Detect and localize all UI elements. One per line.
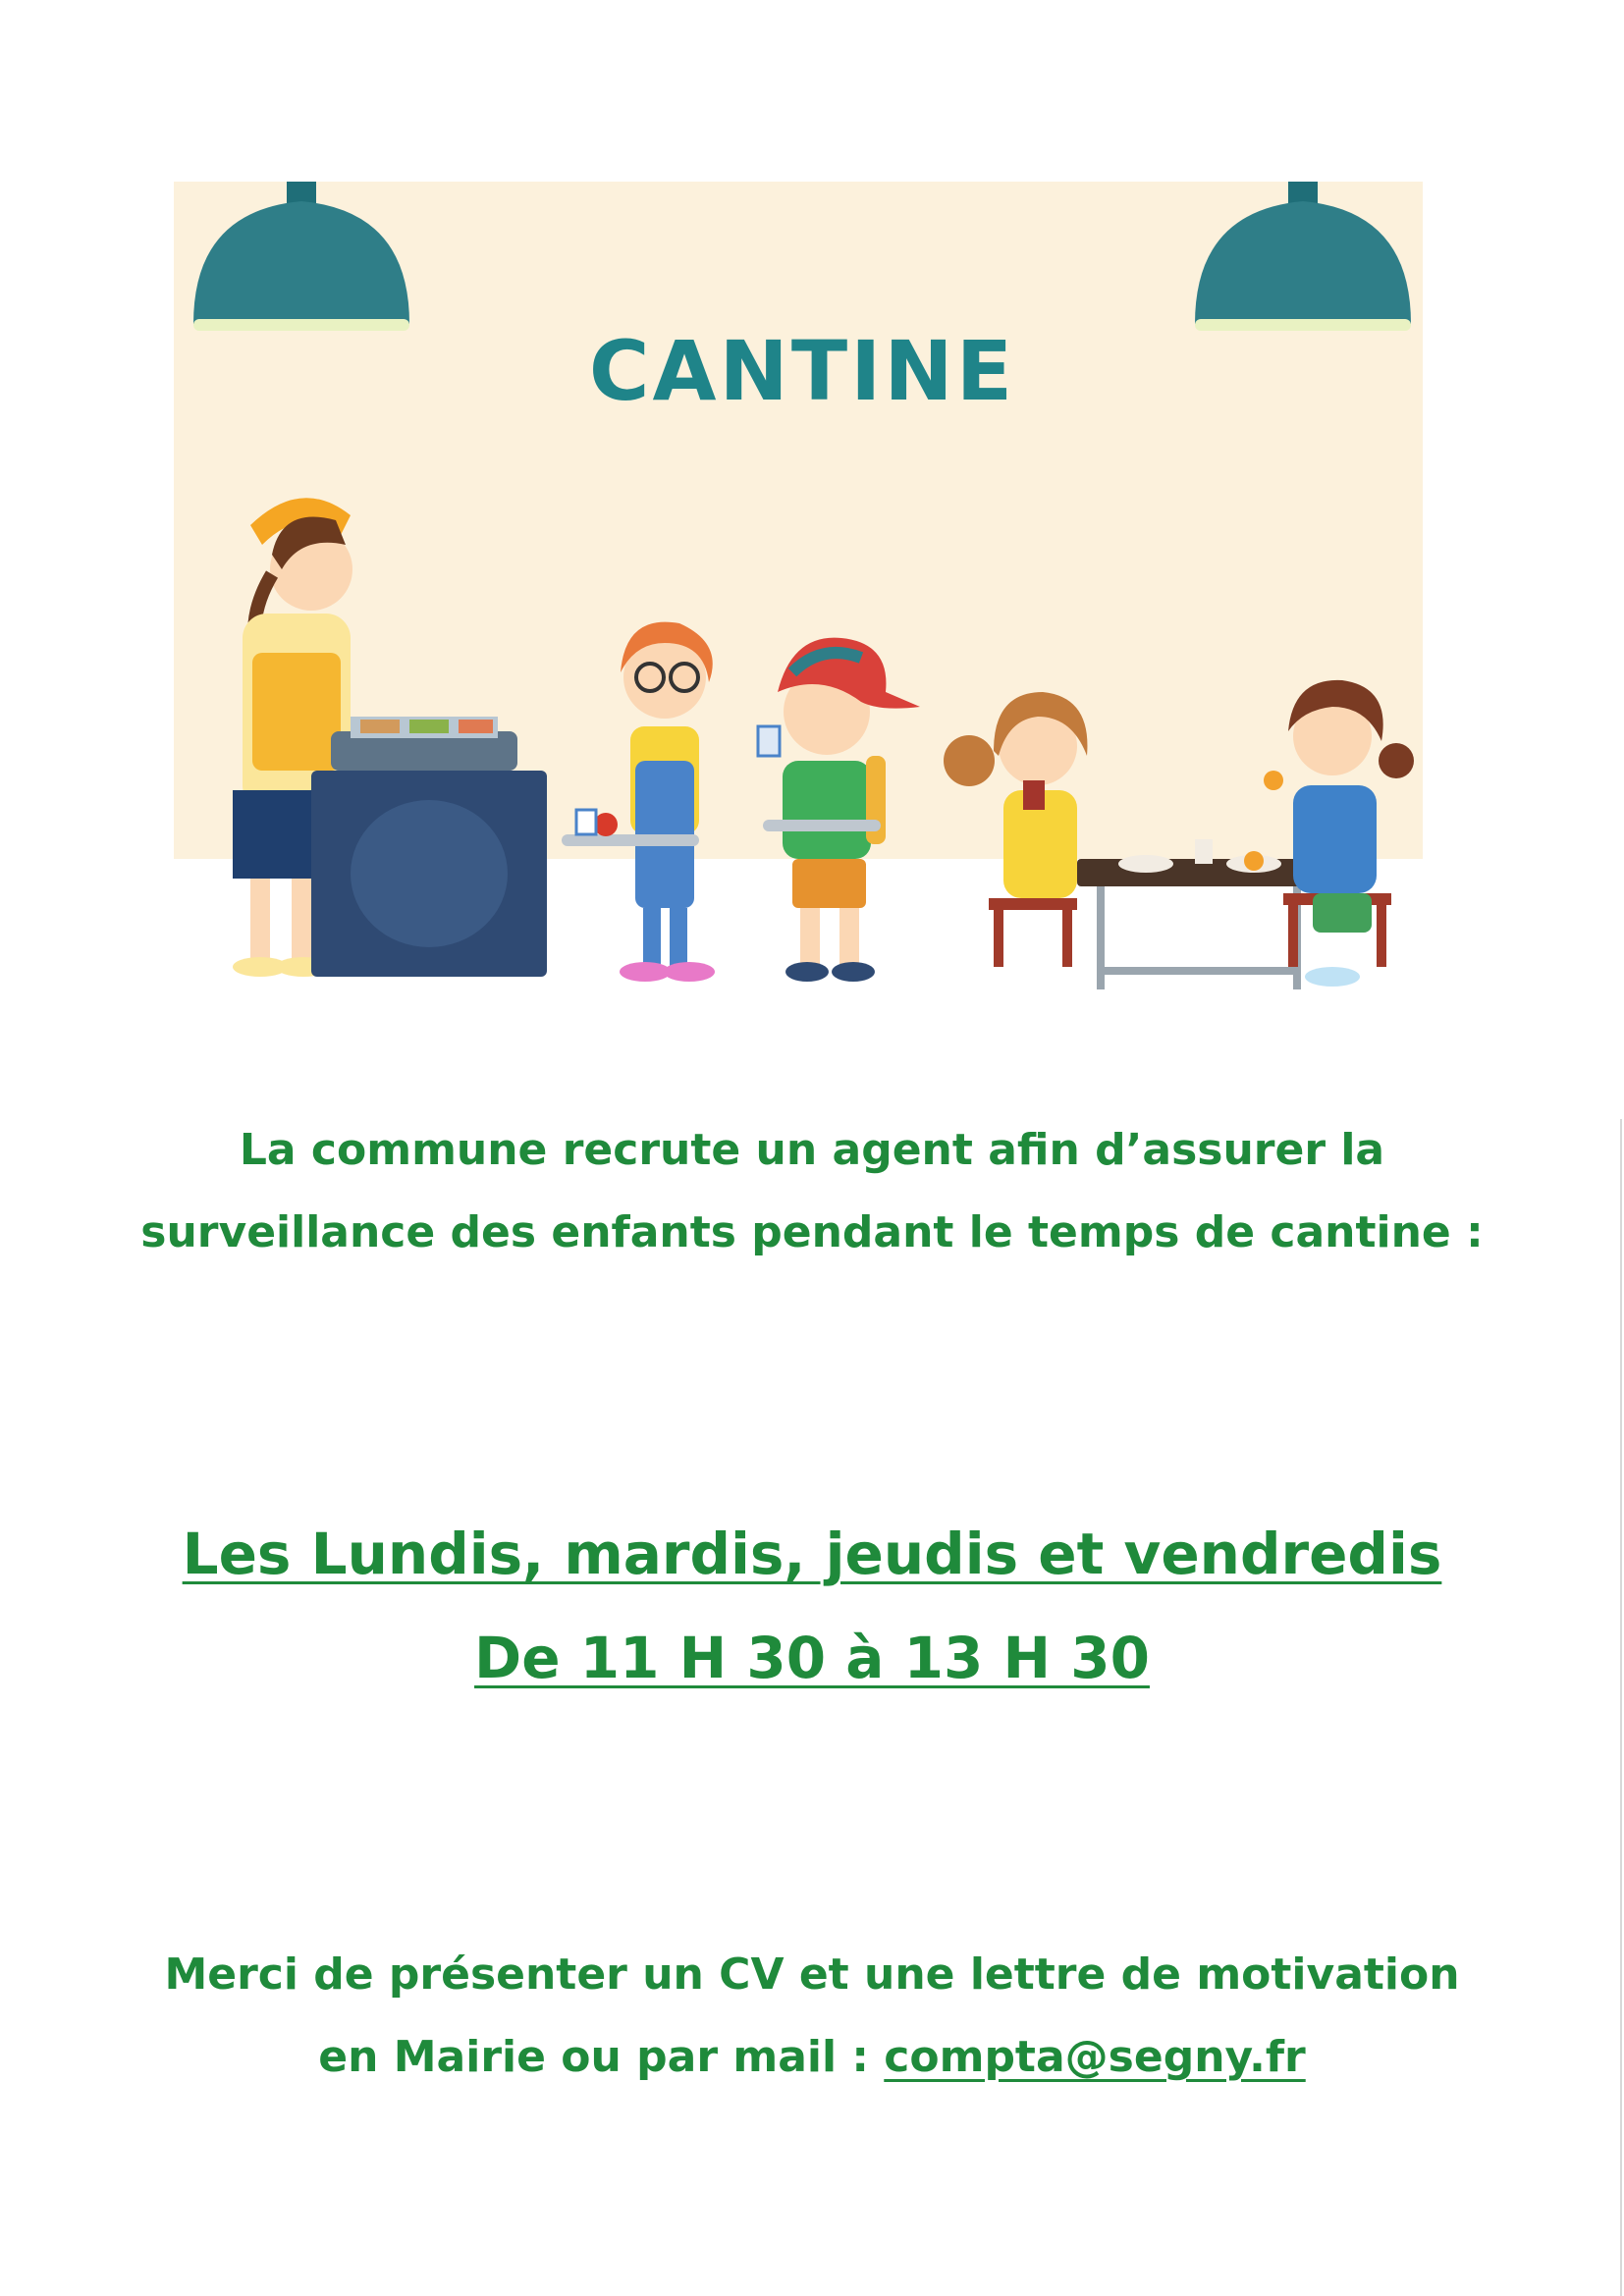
contact-line-1: Merci de présenter un CV et une lettre de motivation xyxy=(164,1949,1460,2000)
schedule-days: Les Lundis, mardis, jeudis et vendredis xyxy=(182,1521,1442,1587)
email-link[interactable]: compta@segny.fr xyxy=(884,2032,1306,2082)
contact-line-2 xyxy=(0,2016,1624,2099)
canteen-illustration xyxy=(174,182,1423,1016)
intro-line-2: surveillance des enfants pendant le temps de cantine : xyxy=(140,1207,1484,1257)
schedule-hours: De 11 H 30 à 13 H 30 xyxy=(474,1625,1150,1691)
contact-prefix: en Mairie ou par mail : xyxy=(318,2032,885,2082)
poster-title: CANTINE xyxy=(588,323,1016,419)
intro-paragraph xyxy=(0,1109,1624,1274)
serving-counter xyxy=(311,717,547,977)
contact-paragraph xyxy=(0,1934,1624,2099)
schedule-block xyxy=(0,1502,1624,1710)
intro-line-1: La commune recrute un agent afin d’assurer la xyxy=(239,1125,1385,1175)
